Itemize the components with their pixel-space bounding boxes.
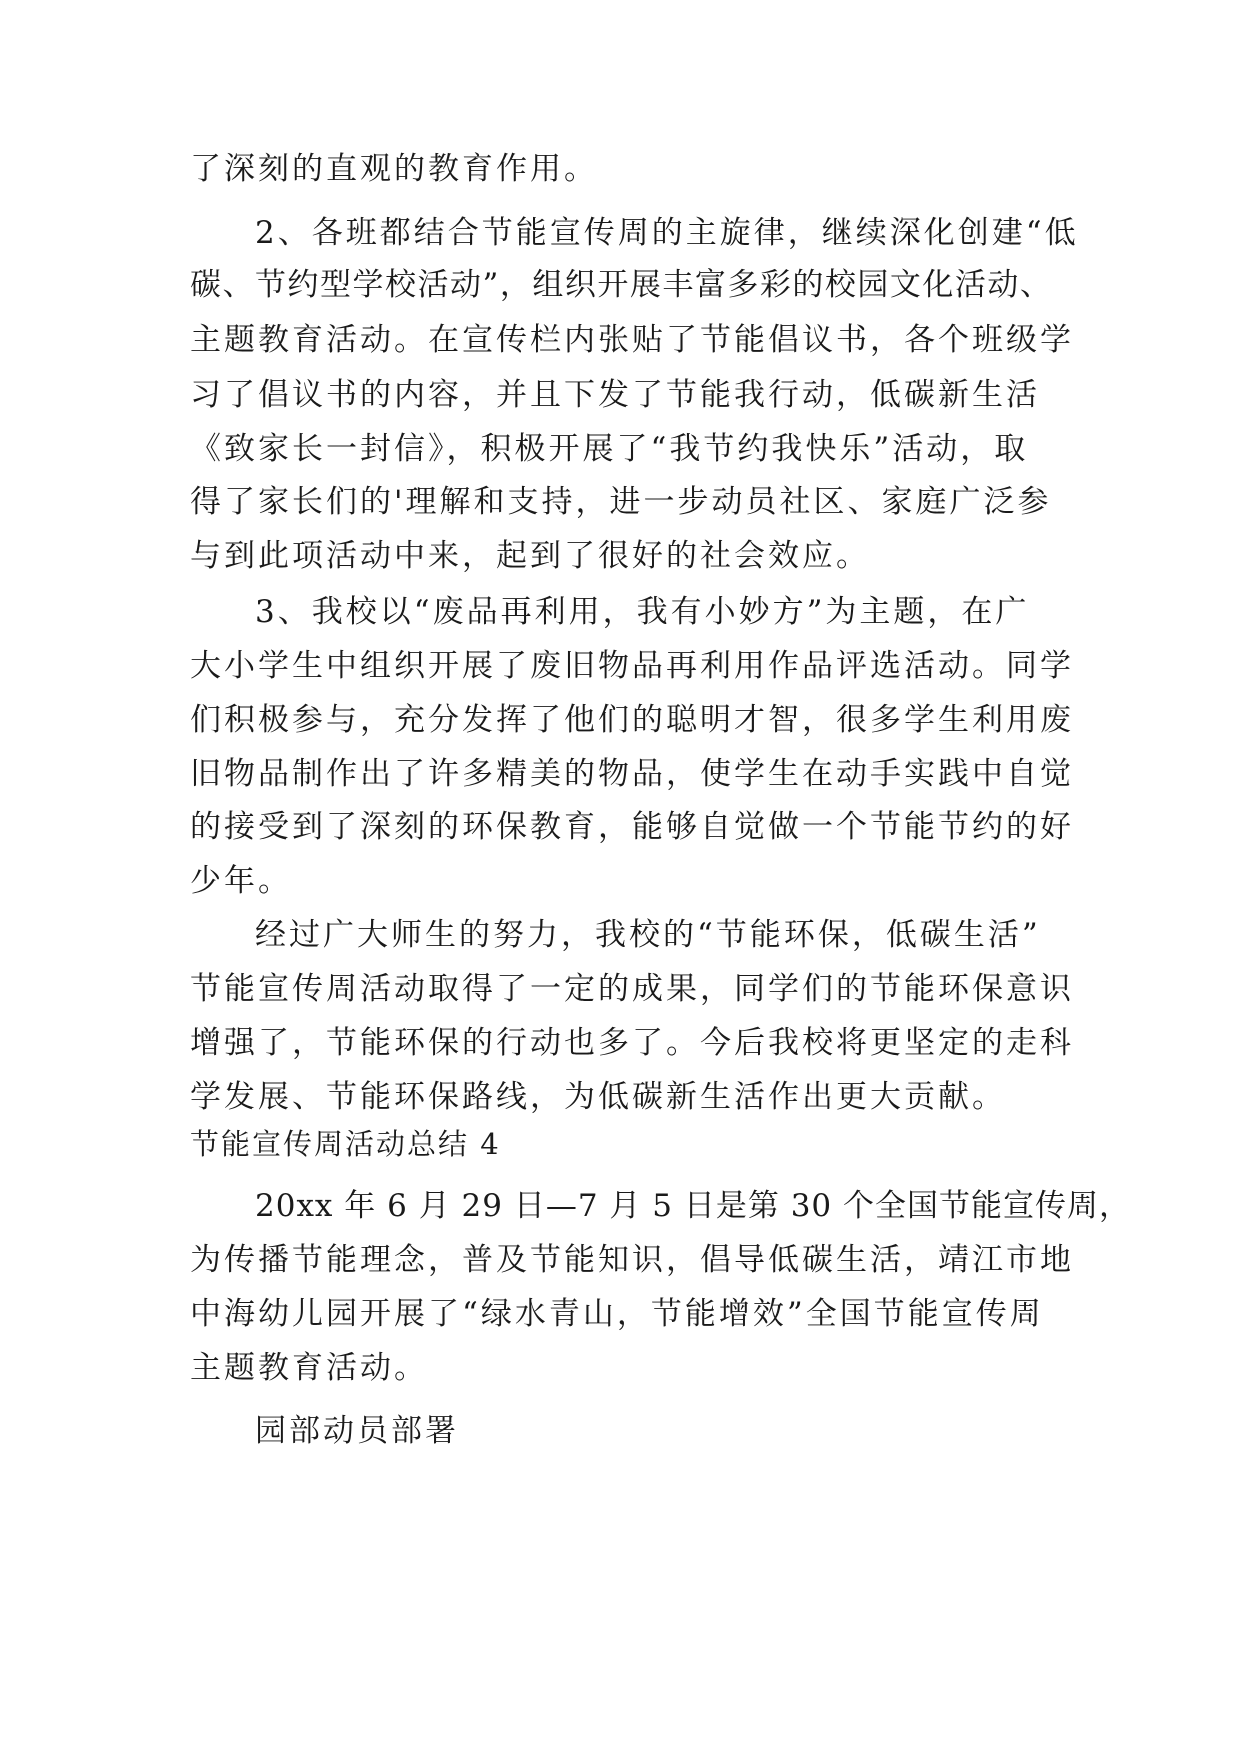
text-line: 《致家长一封信》，积极开展了“我节约我快乐”活动，取 — [190, 431, 1029, 467]
text-line: 节能宣传周活动取得了一定的成果，同学们的节能环保意识 — [190, 971, 1074, 1007]
text-line: 学发展、节能环保路线，为低碳新生活作出更大贡献。 — [190, 1079, 1006, 1115]
text-line: 们积极参与，充分发挥了他们的聪明才智，很多学生利用废 — [190, 702, 1074, 738]
text-line: 增强了，节能环保的行动也多了。今后我校将更坚定的走科 — [190, 1025, 1074, 1061]
text-line: 主题教育活动。在宣传栏内张贴了节能倡议书，各个班级学 — [190, 322, 1074, 358]
subsection-heading: 园部动员部署 — [255, 1413, 459, 1449]
text-line: 习了倡议书的内容，并且下发了节能我行动，低碳新生活 — [190, 377, 1040, 413]
paragraph-start-line: 经过广大师生的努力，我校的“节能环保，低碳生活” — [255, 917, 1041, 953]
paragraph-start-line: 3、我校以“废品再利用，我有小妙方”为主题，在广 — [255, 594, 1030, 630]
text-line: 的接受到了深刻的环保教育，能够自觉做一个节能节约的好 — [190, 809, 1074, 845]
text-line: 中海幼儿园开展了“绿水青山，节能增效”全国节能宣传周 — [190, 1296, 1044, 1332]
text-line: 大小学生中组织开展了废旧物品再利用作品评选活动。同学 — [190, 648, 1074, 684]
text-line: 为传播节能理念，普及节能知识，倡导低碳生活，靖江市地 — [190, 1242, 1074, 1278]
text-line: 少年。 — [190, 863, 292, 899]
section-heading: 节能宣传周活动总结 4 — [190, 1127, 501, 1161]
text-line: 旧物品制作出了许多精美的物品，使学生在动手实践中自觉 — [190, 756, 1074, 792]
text-line: 了深刻的直观的教育作用。 — [190, 151, 598, 187]
text-line: 与到此项活动中来，起到了很好的社会效应。 — [190, 538, 870, 574]
paragraph-start-line: 2、各班都结合节能宣传周的主旋律，继续深化创建“低 — [255, 215, 1079, 251]
paragraph-start-line: 20xx 年 6 月 29 日—7 月 5 日是第 30 个全国节能宣传周， — [255, 1188, 1132, 1224]
text-line: 主题教育活动。 — [190, 1350, 428, 1386]
text-line: 碳、节约型学校活动”，组织开展丰富多彩的校园文化活动、 — [190, 267, 1053, 303]
text-line: 得了家长们的'理解和支持，进一步动员社区、家庭广泛参 — [190, 484, 1052, 520]
